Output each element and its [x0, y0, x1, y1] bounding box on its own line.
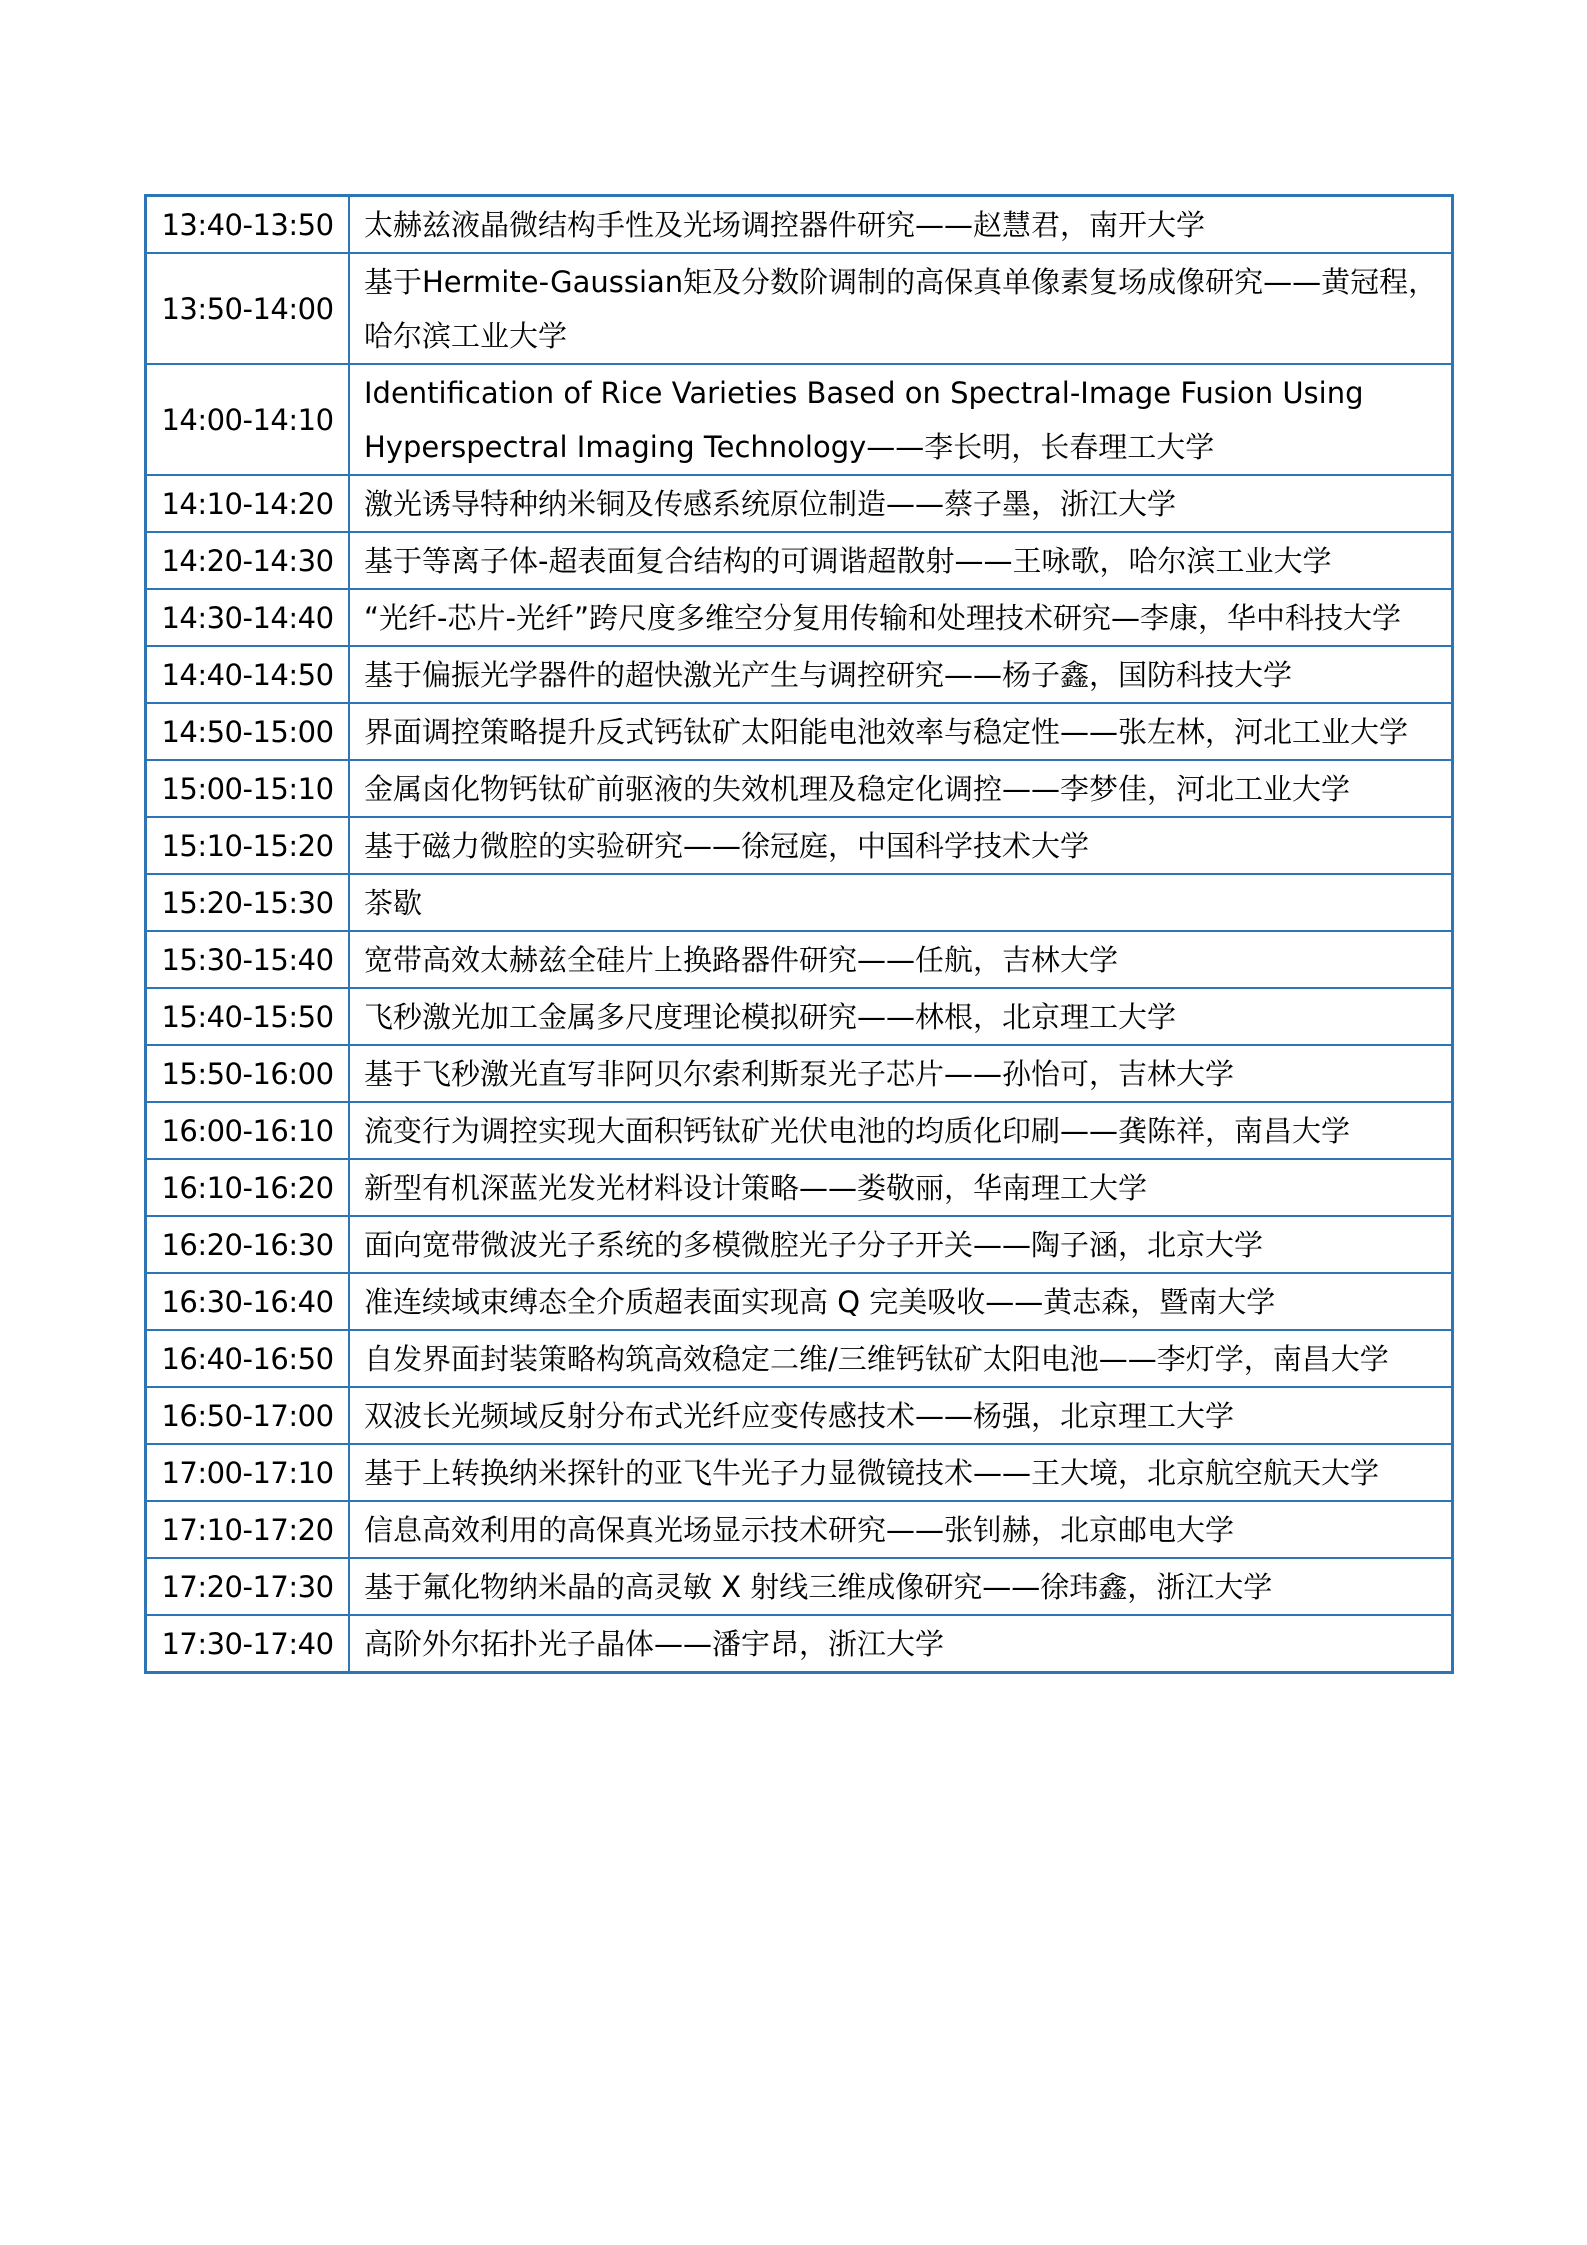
time-cell: 17:00-17:10: [146, 1444, 350, 1501]
table-row: [146, 196, 1453, 254]
table-row: [146, 1273, 1453, 1330]
table-row: [146, 874, 1453, 931]
time-cell: 17:10-17:20: [146, 1501, 350, 1558]
talk-cell: 基于偏振光学器件的超快激光产生与调控研究——杨子鑫，国防科技大学: [349, 646, 1453, 703]
time-cell: 16:30-16:40: [146, 1273, 350, 1330]
talk-cell: 飞秒激光加工金属多尺度理论模拟研究——林根，北京理工大学: [349, 988, 1453, 1045]
talk-cell: 准连续域束缚态全介质超表面实现高 Q 完美吸收——黄志森，暨南大学: [349, 1273, 1453, 1330]
talk-cell: 宽带高效太赫兹全硅片上换路器件研究——任航，吉林大学: [349, 931, 1453, 988]
time-cell: 14:50-15:00: [146, 703, 350, 760]
talk-cell: 基于氟化物纳米晶的高灵敏 X 射线三维成像研究——徐玮鑫，浙江大学: [349, 1558, 1453, 1615]
table-row: [146, 646, 1453, 703]
table-row: [146, 1501, 1453, 1558]
time-cell: 15:40-15:50: [146, 988, 350, 1045]
table-row: [146, 589, 1453, 646]
table-row: [146, 703, 1453, 760]
table-row: [146, 1216, 1453, 1273]
time-cell: 13:40-13:50: [146, 196, 350, 254]
talk-cell: 双波长光频域反射分布式光纤应变传感技术——杨强，北京理工大学: [349, 1387, 1453, 1444]
time-cell: 15:10-15:20: [146, 817, 350, 874]
time-cell: 15:30-15:40: [146, 931, 350, 988]
talk-cell: 茶歇: [349, 874, 1453, 931]
time-cell: 16:00-16:10: [146, 1102, 350, 1159]
time-cell: 16:10-16:20: [146, 1159, 350, 1216]
talk-cell: 金属卤化物钙钛矿前驱液的失效机理及稳定化调控——李梦佳，河北工业大学: [349, 760, 1453, 817]
talk-cell: 基于Hermite-Gaussian矩及分数阶调制的高保真单像素复场成像研究——黄冠程，哈尔滨工业大学: [349, 253, 1453, 364]
table-row: [146, 1330, 1453, 1387]
time-cell: 16:50-17:00: [146, 1387, 350, 1444]
table-row: [146, 1558, 1453, 1615]
time-cell: 16:40-16:50: [146, 1330, 350, 1387]
table-row: [146, 1045, 1453, 1102]
time-cell: 14:10-14:20: [146, 475, 350, 532]
time-cell: 14:00-14:10: [146, 364, 350, 475]
talk-cell: 基于飞秒激光直写非阿贝尔索利斯泵光子芯片——孙怡可，吉林大学: [349, 1045, 1453, 1102]
talk-cell: 基于磁力微腔的实验研究——徐冠庭，中国科学技术大学: [349, 817, 1453, 874]
talk-cell: “光纤-芯片-光纤”跨尺度多维空分复用传输和处理技术研究—李康，华中科技大学: [349, 589, 1453, 646]
talk-cell: 信息高效利用的高保真光场显示技术研究——张钊赫，北京邮电大学: [349, 1501, 1453, 1558]
table-row: [146, 1159, 1453, 1216]
schedule-table: [144, 194, 1454, 1674]
table-row: [146, 817, 1453, 874]
talk-cell: 流变行为调控实现大面积钙钛矿光伏电池的均质化印刷——龚陈祥，南昌大学: [349, 1102, 1453, 1159]
talk-cell: 激光诱导特种纳米铜及传感系统原位制造——蔡子墨，浙江大学: [349, 475, 1453, 532]
table-row: [146, 1387, 1453, 1444]
table-row: [146, 532, 1453, 589]
time-cell: 15:00-15:10: [146, 760, 350, 817]
talk-cell: Identification of Rice Varieties Based on Spectral-Image Fusion Using Hyperspectral Imaging Technology——李长明，长春理工大学: [349, 364, 1453, 475]
table-row: [146, 1615, 1453, 1673]
time-cell: 14:30-14:40: [146, 589, 350, 646]
time-cell: 14:40-14:50: [146, 646, 350, 703]
time-cell: 17:30-17:40: [146, 1615, 350, 1673]
table-row: [146, 760, 1453, 817]
time-cell: 17:20-17:30: [146, 1558, 350, 1615]
talk-cell: 高阶外尔拓扑光子晶体——潘宇昂，浙江大学: [349, 1615, 1453, 1673]
table-row: [146, 931, 1453, 988]
time-cell: 15:50-16:00: [146, 1045, 350, 1102]
time-cell: 16:20-16:30: [146, 1216, 350, 1273]
table-row: [146, 475, 1453, 532]
table-row: [146, 364, 1453, 475]
talk-cell: 界面调控策略提升反式钙钛矿太阳能电池效率与稳定性——张左林，河北工业大学: [349, 703, 1453, 760]
table-row: [146, 253, 1453, 364]
table-row: [146, 988, 1453, 1045]
talk-cell: 太赫兹液晶微结构手性及光场调控器件研究——赵慧君，南开大学: [349, 196, 1453, 254]
table-row: [146, 1444, 1453, 1501]
talk-cell: 基于上转换纳米探针的亚飞牛光子力显微镜技术——王大境，北京航空航天大学: [349, 1444, 1453, 1501]
talk-cell: 基于等离子体-超表面复合结构的可调谐超散射——王咏歌，哈尔滨工业大学: [349, 532, 1453, 589]
time-cell: 15:20-15:30: [146, 874, 350, 931]
talk-cell: 面向宽带微波光子系统的多模微腔光子分子开关——陶子涵，北京大学: [349, 1216, 1453, 1273]
talk-cell: 新型有机深蓝光发光材料设计策略——娄敬丽，华南理工大学: [349, 1159, 1453, 1216]
time-cell: 14:20-14:30: [146, 532, 350, 589]
time-cell: 13:50-14:00: [146, 253, 350, 364]
talk-cell: 自发界面封装策略构筑高效稳定二维/三维钙钛矿太阳电池——李灯学，南昌大学: [349, 1330, 1453, 1387]
table-row: [146, 1102, 1453, 1159]
